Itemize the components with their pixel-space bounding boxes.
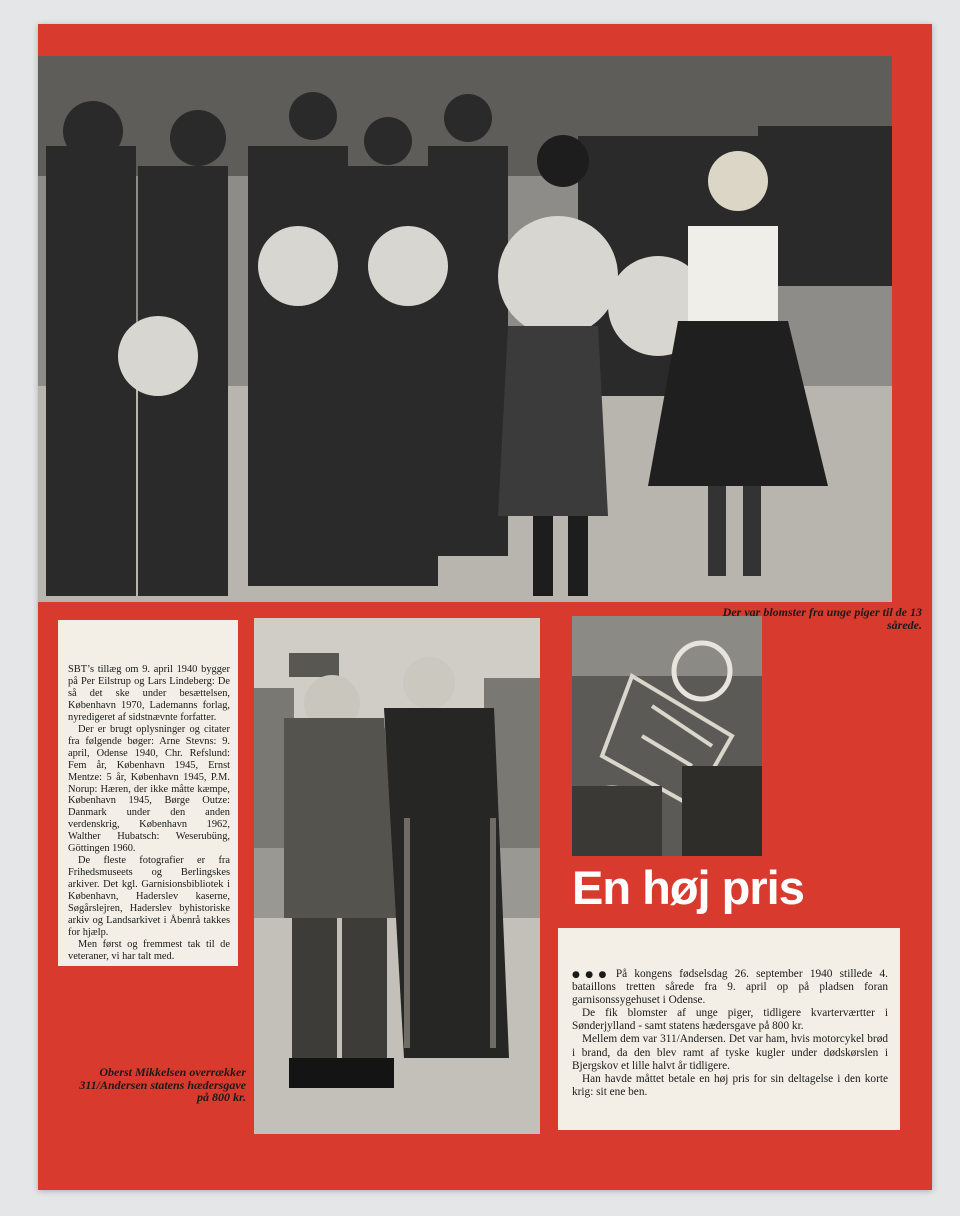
photo-burned-motorcycle bbox=[572, 616, 762, 856]
article-paragraph: Han havde måttet betale en høj pris for sin deltagelse i den korte krig: sit ene ben. bbox=[572, 1072, 888, 1098]
magazine-back-cover bbox=[38, 24, 932, 1190]
credits-paragraph: De fleste fotografier er fra Frihedsmuseets og Berlingskes arkiver. Det kgl. Garnisionsbibliotek i København, Haderslev kaserne, Søgårslejren, Haderslev byhistoriske arkiv og Landsarkivet i Åbenrå takkes for hjælp. bbox=[68, 855, 230, 938]
credits-paragraph: SBT’s tillæg om 9. april 1940 bygger på Per Eilstrup og Lars Lindeberg: De så det ske under besættelsen, København 1970, Lademanns forlag, nyredigeret af sidstnævnte forfatter. bbox=[68, 664, 230, 723]
caption-colonel: Oberst Mikkelsen overrækker 311/Andersen statens hædersgave på 800 kr. bbox=[79, 1065, 246, 1105]
article-paragraph: De fik blomster af unge piger, tidligere kvarterværtter i Sønderjylland - samt statens hædersgave på 800 kr. bbox=[572, 1007, 888, 1033]
bullet-dots: ●●● bbox=[572, 970, 612, 980]
article-paragraph-lead bbox=[572, 968, 888, 1007]
credits-paragraph: Men først og fremmest tak til de veteraner, vi har talt med. bbox=[68, 938, 230, 962]
caption-flowers: Der var blomster fra unge piger til de 13 sårede. bbox=[722, 605, 922, 632]
article-lead-text: På kongens fødselsdag 26. september 1940 stillede 4. bataillons tretten sårede fra 9. april op på pladsen foran garnisonssygehuset i Odense. bbox=[572, 968, 888, 1007]
article-paragraph: Mellem dem var 311/Andersen. Det var ham, hvis motorcykel brød i brand, da den blev ramt af tyske kugler under dødskørslen i Bjergskov et lille halvt år tidligere. bbox=[572, 1033, 888, 1072]
article-box bbox=[558, 928, 900, 1130]
credits-box bbox=[58, 620, 238, 966]
credits-paragraph: Der er brugt oplysninger og citater fra følgende bøger: Arne Stevns: 9. april, Odense 1940, Chr. Refslund: Fem år, København 1945, Ernst Mentze: 5 år, København 1945, P.M. Norup: Hæren, der ikke måtte kæmpe, København 1945, Børge Outze: Danmark under den anden verdenskrig, København 1962, Walther Hubatsch: Weserubüng, Göttingen 1960. bbox=[68, 723, 230, 855]
photo-ceremony-flowers bbox=[38, 56, 892, 602]
headline: En høj pris bbox=[572, 861, 804, 914]
photo-colonel-handshake bbox=[254, 618, 540, 1134]
